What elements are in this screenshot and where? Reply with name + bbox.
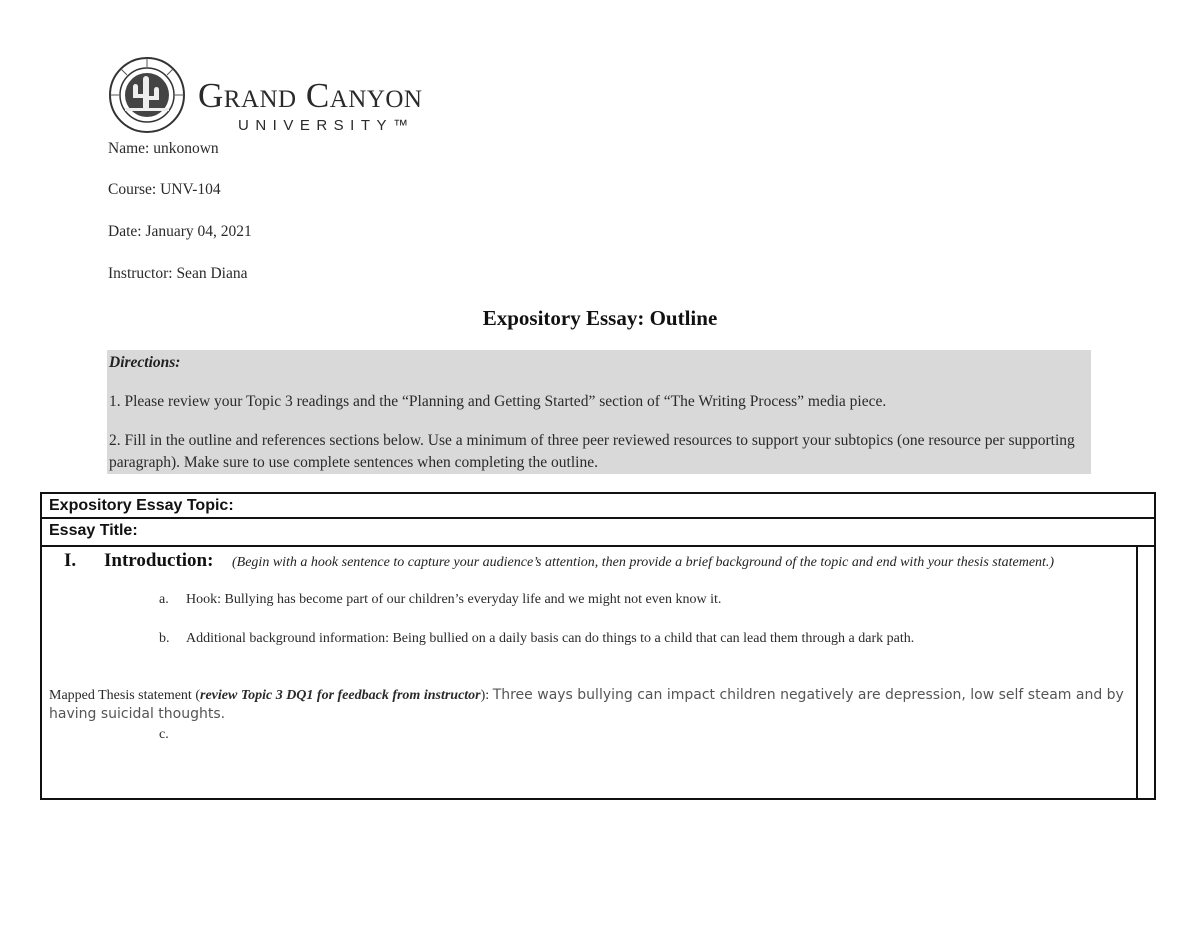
directions-heading: Directions: <box>109 354 181 371</box>
thesis-lead: Mapped Thesis statement ( <box>49 688 200 703</box>
course-line: Course: UNV-104 <box>108 181 221 198</box>
outline-item-b[interactable] <box>159 631 914 647</box>
intro-description: (Begin with a hook sentence to capture your audience’s attention, then provide a brief background of the topic and end with your thesis statement.) <box>232 555 1055 570</box>
date-line: Date: January 04, 2021 <box>108 223 252 240</box>
logo-wordmark: Grand Canyon <box>198 76 423 115</box>
item-text: Hook: Bullying has become part of our children’s everyday life and we might not even know it. <box>186 592 722 607</box>
university-logo <box>108 56 488 136</box>
thesis-close: ): <box>480 688 493 703</box>
university-seal-icon <box>108 56 186 134</box>
topic-label: Expository Essay Topic: <box>49 497 234 514</box>
column-divider <box>1136 547 1138 798</box>
outline-item-c[interactable]: c. <box>159 727 169 742</box>
directions-step-1: 1. Please review your Topic 3 readings and the “Planning and Getting Started” section of “The Writing Process” media piece. <box>109 393 887 410</box>
directions-step-2: 2. Fill in the outline and references sections below. Use a minimum of three peer reviewed resources to support your subtopics (one resource per supporting paragraph). Make sure to use complete sentences when completing the outline. <box>109 432 1075 471</box>
intro-numeral: I. <box>64 550 77 571</box>
item-text: Additional background information: Being bullied on a daily basis can do things to a child that can lead them through a dark path. <box>186 631 915 646</box>
thesis-statement[interactable] <box>49 686 1134 724</box>
instructor-line: Instructor: Sean Diana <box>108 265 248 282</box>
thesis-text: Three ways bullying can impact children negatively are depression, low self steam and by having suicidal thoughts. <box>49 687 1124 722</box>
student-name: Name: unkonown <box>108 140 219 157</box>
logo-subtitle: UNIVERSITY™ <box>238 117 415 134</box>
outline-item-a[interactable] <box>159 592 721 608</box>
intro-heading: Introduction: <box>104 550 214 571</box>
thesis-instruction: review Topic 3 DQ1 for feedback from instructor <box>200 688 481 703</box>
title-row[interactable] <box>42 519 1154 547</box>
topic-row[interactable] <box>42 494 1154 519</box>
directions-box <box>107 350 1091 474</box>
item-letter: a. <box>159 592 169 607</box>
title-label: Essay Title: <box>49 522 138 539</box>
outline-table <box>40 492 1156 800</box>
document-title: Expository Essay: Outline <box>482 306 718 330</box>
item-letter: b. <box>159 631 170 646</box>
